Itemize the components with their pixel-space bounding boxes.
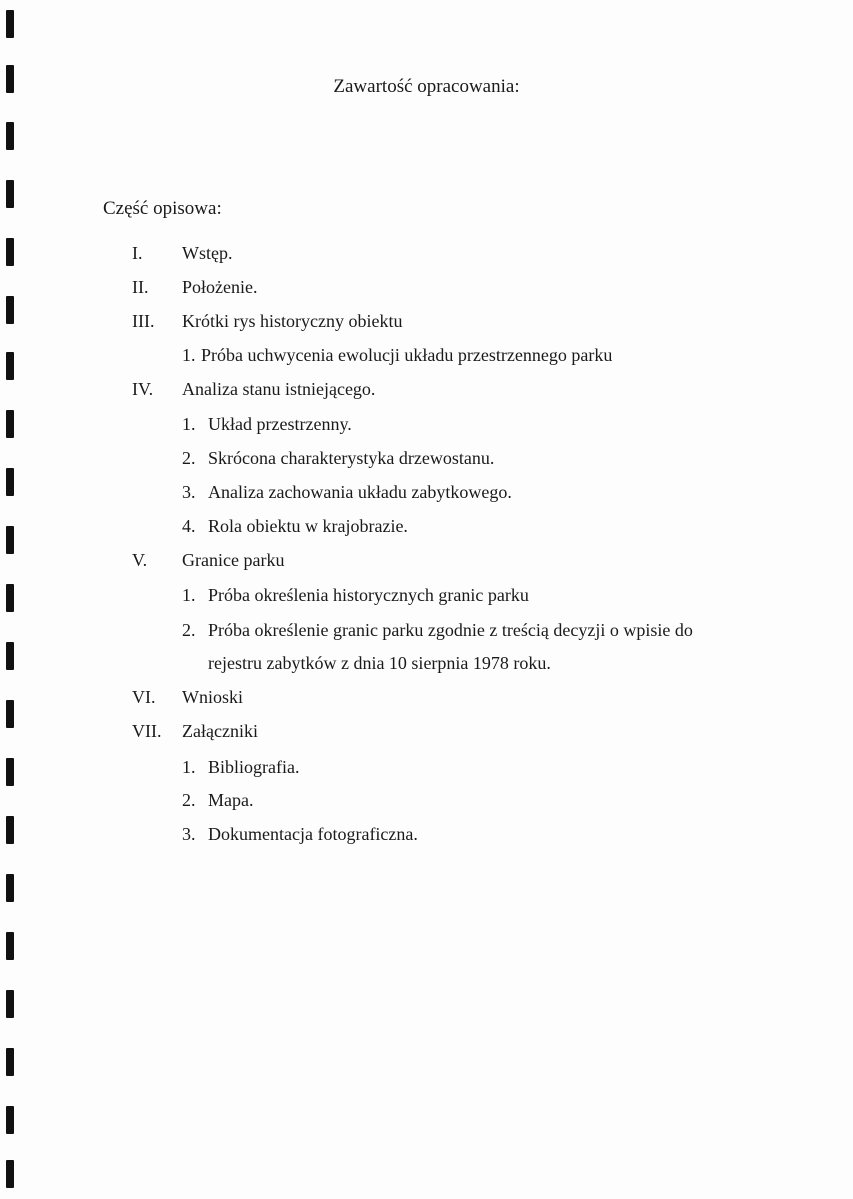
toc-sub-label: Mapa.: [208, 790, 254, 810]
toc-label: Wstęp.: [182, 243, 233, 263]
toc-label: Wnioski: [182, 687, 243, 707]
toc-sub-label: Układ przestrzenny.: [208, 414, 352, 434]
toc-sub-number: 2.: [182, 448, 196, 468]
toc-number: IV.: [132, 379, 154, 399]
toc-number: I.: [132, 243, 143, 263]
toc-sub-number: 3.: [182, 482, 196, 502]
toc-number: VII.: [132, 721, 162, 741]
toc-label: Granice parku: [182, 550, 285, 570]
toc-sub-number: 2.: [182, 620, 196, 640]
toc-sub-number: 1.: [182, 585, 196, 605]
toc-sub-number: 3.: [182, 824, 196, 844]
toc-number: VI.: [132, 687, 156, 707]
toc-sub-number: 1.: [182, 757, 196, 777]
toc-sub-label: Skrócona charakterystyka drzewostanu.: [208, 448, 495, 468]
toc-sub-label: Analiza zachowania układu zabytkowego.: [208, 482, 512, 502]
toc-sub-label: Bibliografia.: [208, 757, 300, 777]
toc-sub-label-continuation: rejestru zabytków z dnia 10 sierpnia 1978 roku.: [208, 653, 551, 673]
document-title: Zawartość opracowania:: [333, 76, 520, 97]
toc-label: Analiza stanu istniejącego.: [182, 379, 376, 399]
toc-sub-label: Próba określenie granic parku zgodnie z treścią decyzji o wpisie do: [208, 620, 693, 640]
toc-sub-number: 1.: [182, 345, 196, 365]
toc-sub-label: Próba określenia historycznych granic parku: [208, 585, 529, 605]
toc-sub-number: 2.: [182, 790, 196, 810]
toc-sub-label: Próba uchwycenia ewolucji układu przestrzennego parku: [201, 345, 613, 365]
toc-number: III.: [132, 311, 155, 331]
toc-sub-number: 4.: [182, 516, 196, 536]
toc-number: II.: [132, 277, 149, 297]
toc-sub-label: Dokumentacja fotograficzna.: [208, 824, 418, 844]
toc-sub-label: Rola obiektu w krajobrazie.: [208, 516, 408, 536]
toc-label: Krótki rys historyczny obiektu: [182, 311, 403, 331]
toc-number: V.: [132, 550, 148, 570]
toc-label: Położenie.: [182, 277, 258, 297]
toc-label: Załączniki: [182, 721, 258, 741]
section-heading: Część opisowa:: [103, 198, 222, 219]
toc-sub-number: 1.: [182, 414, 196, 434]
